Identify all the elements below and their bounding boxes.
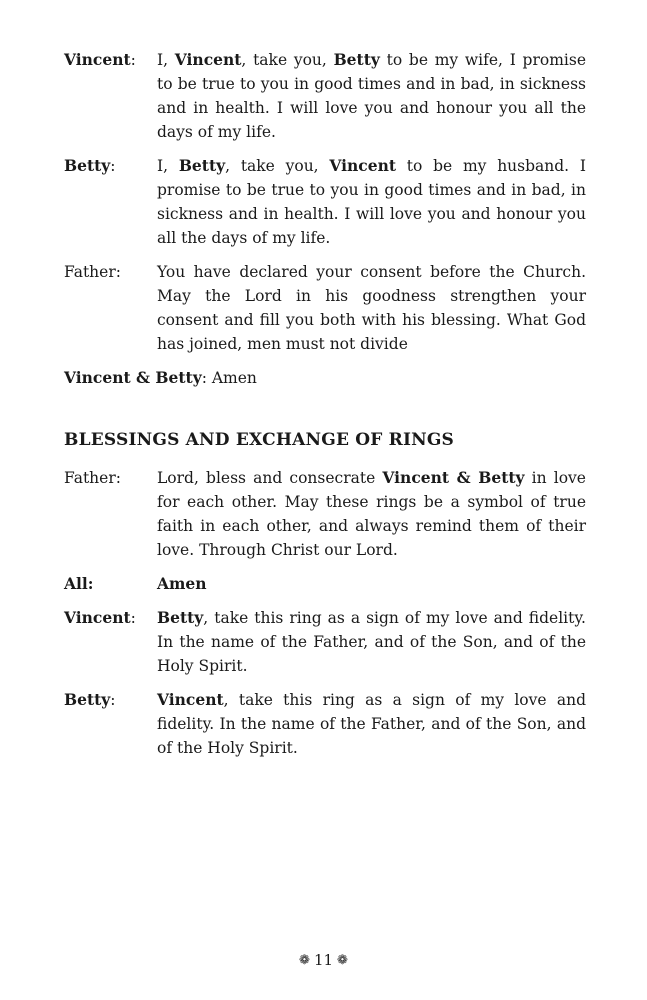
speaker-label: Father: xyxy=(64,469,121,487)
speaker-label: Vincent: xyxy=(64,50,136,69)
ring-vincent xyxy=(64,606,586,678)
speaker-label: Father: xyxy=(64,263,121,281)
couple-amen: Vincent & Betty: Amen xyxy=(64,368,257,387)
vow-text: I, Betty, take you, Vincent to be my husband. I promise to be true to you in good times and in bad, in sickness and in health. I will love you and honour you all the days of my life. xyxy=(157,156,586,247)
speaker-label: Vincent: xyxy=(64,608,136,627)
ring-betty xyxy=(64,688,586,760)
page-content xyxy=(64,48,586,770)
vow-betty xyxy=(64,154,586,250)
flower-ornament-icon: ❁ xyxy=(337,953,348,968)
ring-text: Betty, take this ring as a sign of my love and fidelity. In the name of the Father, and of the Son, and of the Holy Spirit. xyxy=(157,608,586,675)
speaker-label: Betty: xyxy=(64,690,116,709)
speaker-label: Betty: xyxy=(64,156,116,175)
flower-ornament-icon: ❁ xyxy=(299,953,310,968)
speaker-label: All: xyxy=(64,574,94,593)
amen-text: Amen xyxy=(157,574,207,593)
blessing-text: Lord, bless and consecrate Vincent & Betty in love for each other. May these rings be a symbol of true faith in each other, and always remind them of their love. Through Christ our Lord. xyxy=(157,468,586,559)
consent-text: You have declared your consent before the Church. May the Lord in his goodness strengthen your consent and fill you both with his blessing. What God has joined, men must not divide xyxy=(157,263,586,353)
page-footer xyxy=(0,950,647,971)
section-heading: BLESSINGS AND EXCHANGE OF RINGS xyxy=(64,430,455,450)
ring-text: Vincent, take this ring as a sign of my love and fidelity. In the name of the Father, and of the Son, and of the Holy Spirit. xyxy=(157,690,586,757)
vow-text: I, Vincent, take you, Betty to be my wife, I promise to be true to you in good times and in bad, in sickness and in health. I will love you and honour you all the days of my life. xyxy=(157,50,586,141)
father-consent xyxy=(64,260,586,356)
father-blessing xyxy=(64,466,586,562)
vow-vincent xyxy=(64,48,586,144)
all-amen xyxy=(64,572,586,596)
page-number: 11 xyxy=(313,951,334,969)
